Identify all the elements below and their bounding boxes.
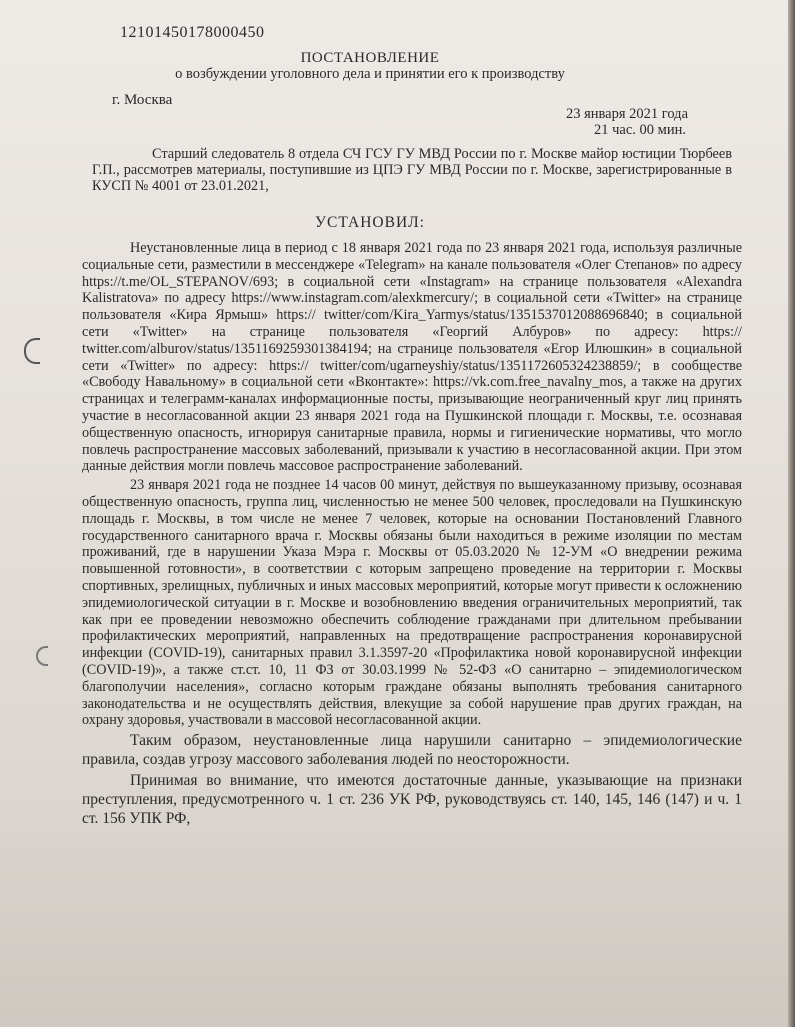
paragraph-3: Таким образом, неустановленные лица нарушили санитарно – эпидемиологические правила, создав угрозу массового заболевания людей по неосторожности.: [82, 732, 742, 769]
document-date: 23 января 2021 года: [565, 106, 688, 122]
page-edge-shadow: [788, 0, 795, 1027]
document-time: 21 час. 00 мин.: [594, 122, 686, 138]
intro-paragraph: Старший следователь 8 отдела СЧ ГСУ ГУ МВД России по г. Москве майор юстиции Тюрбеев Г.П., рассмотрев материалы, поступившие из ЦПЭ ГУ МВД России по г. Москве, зарегистрированные в КУСП № 4001 от 23.01.2021,: [92, 146, 732, 194]
case-number: 12101450178000450: [120, 24, 265, 41]
paragraph-2: 23 января 2021 года не позднее 14 часов 00 минут, действуя по вышеуказанному призыву, осознавая общественную опасность, группа лиц, численностью не менее 500 человек, проследовали на Пушкинскую площадь г. Москвы, в том числе не менее 7 человек, которые на основании Постановлений Главного государственного санитарного врача г. Москвы обязаны были находиться в режиме изоляции по местам проживаний, где в нарушении Указа Мэра г. Москвы от 05.03.2020 № 12-УМ «О внедрении режима повышенной готовности», в соответствии с которым запрещено проведение на территории г. Москвы спортивных, зрелищных, публичных и иных массовых мероприятий, которые могут привести к осложнению эпидемиологической ситуации в г. Москве и возобновлению введения ограничительных мероприятий, так как при ее проведении невозможно обеспечить соблюдение гражданами при длительном пребывании профилактических мероприятий, направленных на предотвращение распространения коронавирусной инфекции (COVID-19), санитарных правил 3.1.3597-20 «Профилактика новой коронавирусной инфекции (COVID-19)», а также ст.ст. 10, 11 ФЗ от 30.03.1999 № 52-ФЗ «О санитарно – эпидемиологическом благополучии населения», согласно которым граждане обязаны выполнять требования санитарного законодательства и не осуществлять действия, влекущие за собой нарушение прав других граждан, на охрану здоровья, участвовали в массовой несогласованной акции.: [82, 477, 742, 729]
document-body: [82, 240, 742, 828]
document-title: ПОСТАНОВЛЕНИЕ: [300, 50, 440, 66]
section-heading: УСТАНОВИЛ:: [315, 214, 425, 231]
document-city: г. Москва: [112, 92, 173, 108]
paragraph-1: Неустановленные лица в период с 18 января 2021 года по 23 января 2021 года, используя различные социальные сети, разместили в мессенджере «Telegram» на канале пользователя «Олег Степанов» по адресу https://t.me/OL_STEPANOV/693; в социальной сети «Instagram» на странице пользователя «Alexandra Kalistratova» по адресу https://www.instagram.com/alexkmercury/; в социальной сети «Twitter» на странице пользователя «Кира Ярмыш» https:// twitter/com/Kira_Yarmys/status/1351537012088696840; в социальной сети «Twitter» на странице пользователя «Георгий Албуров» по адресу: https:// twitter.com/alburov/status/1351169259301384194; на странице пользователя «Егор Илюшкин» в социальной сети «Twitter» по адресу: https:// twitter/com/ugarneyshiy/status/1351172605324238859/; в сообществе «Свободу Навальному» в социальной сети «Вконтакте»: https://vk.com.free_navalny_mos, а также на других страницах и телеграмм-каналах информационные посты, призывающие неограниченный круг лиц принять участие в несогласованной акции 23 января 2021 года на Пушкинской площади г. Москвы, т.е. осознавая общественную опасность, игнорируя санитарные правила, нормы и гигиенические нормативы, что могло повлечь распространение массовых заболеваний, призывали к участию в несогласованной акции. При этом данные действия могли повлечь массовое распространение заболеваний.: [82, 240, 742, 475]
staple-mark-icon: [36, 646, 48, 666]
paragraph-4: Принимая во внимание, что имеются достаточные данные, указывающие на признаки преступления, предусмотренного ч. 1 ст. 236 УК РФ, руководствуясь ст. 140, 145, 146 (147) и ч. 1 ст. 156 УПК РФ,: [82, 772, 742, 828]
staple-mark-icon: [24, 338, 40, 364]
document-subtitle: о возбуждении уголовного дела и принятии его к производству: [175, 66, 565, 82]
